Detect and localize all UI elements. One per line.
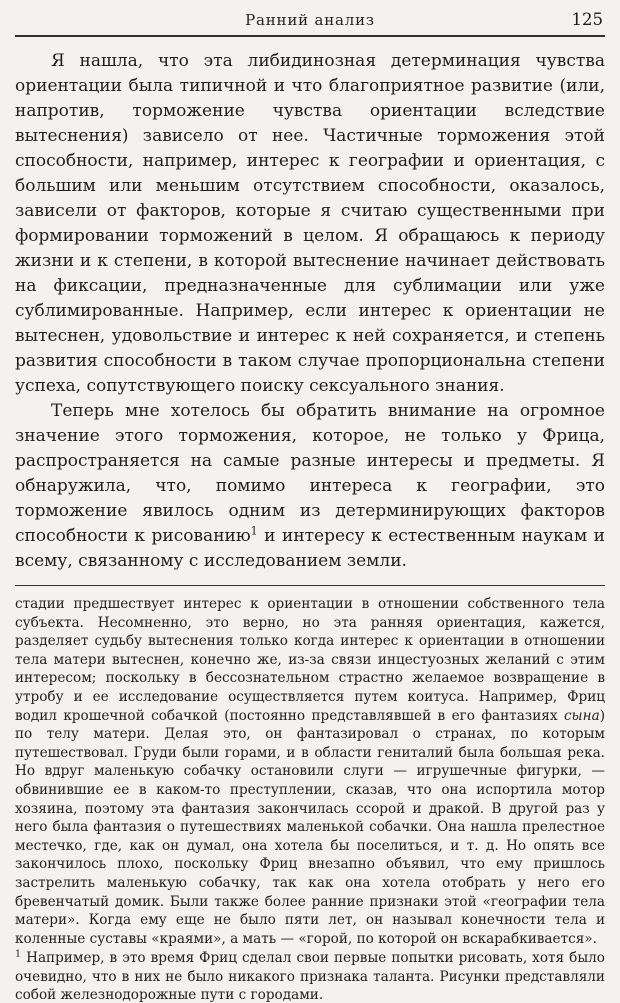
- footnote-reference: 1: [250, 524, 258, 538]
- footnote-1-marker: 1: [15, 948, 22, 960]
- footnotes-section: [15, 595, 605, 1003]
- italic-word: сына: [563, 707, 600, 724]
- footnote-continuation: [15, 595, 605, 948]
- footnote-continuation-after-italic: ) по телу матери. Делая это, он фантазировал о странах, по которым путешествовал. Груди были горами, и в области гениталий была большая река. Но вдруг маленькую собачку остановили слуги — игрушечные фигурки, — обвинившие ее в каком-то преступлении, сказав, что она испортила мотор хозяина, поэтому эта фантазия закончилась ссорой и дракой. В другой раз у него была фантазия о путешествиях маленькой собачки. Она нашла прелестное местечко, где, как он думал, она хотела бы поселиться, и т. д. Но опять все закончилось плохо, поскольку Фриц внезапно объявил, что ему пришлось застрелить маленькую собачку, так как она хотела отобрать у него его бревенчатый домик. Были также более ранние признаки этой «географии тела матери». Когда ему еще не было пяти лет, он называл конечности тела и коленные суставы «краями», а мать — «горой, по которой он вскарабкивается».: [15, 707, 605, 947]
- paragraph-2: [15, 399, 605, 574]
- running-title: Ранний анализ: [245, 11, 375, 29]
- paragraph-1: [15, 49, 605, 399]
- paragraph-1-text: Я нашла, что эта либидинозная детерминация чувства ориентации была типичной и что благоприятное развитие (или, напротив, торможение чувства ориентации вследствие вытеснения) зависело от нее. Частичные торможения этой способности, например, интерес к географии и ориентация, с большим или меньшим отсутствием способности, оказалось, зависели от факторов, которые я считаю существенными при формировании торможений в целом. Я обращаюсь к периоду жизни и к степени, в которой вытеснение начинает действовать на фиксации, предназначенные для сублимации или уже сублимированные. Например, если интерес к ориентации не вытеснен, удовольствие и интерес к ней сохраняется, и степень развития способности в таком случае пропорциональна степени успеха, сопутствующего поиску сексуального знания.: [15, 51, 605, 396]
- body-text: [15, 49, 605, 574]
- footnote-1-text: Например, в это время Фриц сделал свои первые попытки рисовать, хотя было очевидно, что в них не было никакого признака таланта. Рисунки представляли собой железнодорожные пути с городами.: [15, 950, 605, 1003]
- footnote-1: [15, 949, 605, 1003]
- footnote-separator: [15, 585, 605, 586]
- page-number: 125: [571, 10, 603, 29]
- paragraph-2-text-after-ref: и интересу к естественным наукам и всему, связанному с исследованием земли.: [15, 526, 605, 571]
- footnote-continuation-before-italic: стадии предшествует интерес к ориентации в отношении собственного тела субъекта. Несомненно, это верно, но эта ранняя ориентация, кажется, разделяет судьбу вытеснения только когда интерес к ориентации в отношении тела матери вытеснен, конечно же, из-за связи инцестуозных желаний с этим интересом; поскольку в бессознательном страстно желаемое возвращение в утробу и ее исследование осуществляется путем коитуса. Например, Фриц водил крошечной собачкой (постоянно представлявшей в его фантазиях: [15, 596, 605, 724]
- header-rule: [15, 35, 605, 37]
- paragraph-2-text-before-ref: Теперь мне хотелось бы обратить внимание на огромное значение этого торможения, которое, не только у Фрица, распространяется на самые разные интересы и предметы. Я обнаружила, что, помимо интереса к географии, это торможение явилось одним из детерминирующих факторов способности к рисованию: [15, 401, 605, 546]
- page-header: [15, 8, 605, 32]
